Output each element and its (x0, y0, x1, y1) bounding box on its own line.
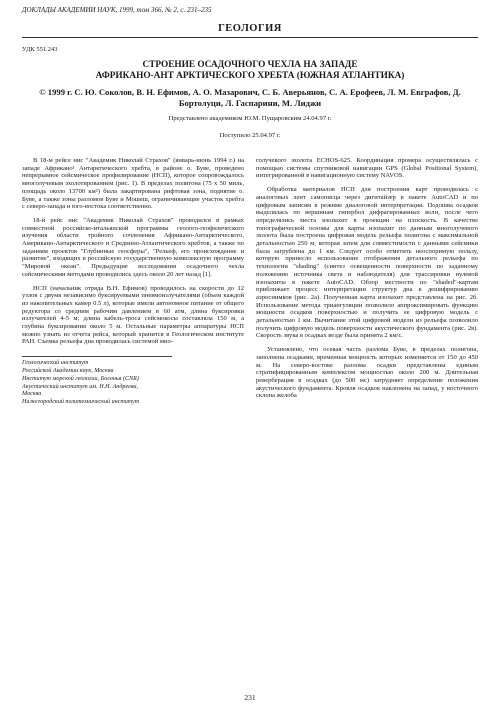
body-columns (22, 157, 478, 407)
section-rule (22, 37, 478, 38)
article-title-line-1: СТРОЕНИЕ ОСАДОЧНОГО ЧЕХЛА НА ЗАПАДЕ (142, 60, 358, 70)
article-title (22, 60, 478, 82)
affiliations (22, 356, 172, 407)
affiliation-line: Нижегородский политехнический институт (22, 399, 140, 406)
section-heading: ГЕОЛОГИЯ (218, 23, 282, 34)
affiliation-line: Институт морской геологии, Болонья (CNR) (22, 375, 139, 382)
paragraph: Обработка материалов НСП для построения карт проводилась с аналоговых лент самописца через дигитайзер в пакете AutoCAD и по цифровым записям в режиме диалоговой интерпретации. Подошва осадков выделялась по вершинам гипербол дифрагированных волн, после чего определялись места изопахит в проекции на плоскость. В качестве топографической основы для карты изопахит по данным многолучевого эхолота была построена цифровая модель рельефа полигона с максимальной детальностью 250 м, которая затем для совместимости с данными сейсмики была загрублена до 1 км. Следует особо отметить неоспоримую пользу, которую принесло использование отображения детального рельефа по технологии "shading" (синтез освещенности поверхности по заданному положению источника света и наблюдателя) для трассировки нулевой изопахиты в пакете AutoCAD. Обзор местности по "shaded"-картам приближает процесс интерпретации структур дна к дешифрированию аэроснимков (рис. 2а). Полученная карта изопахит представлена на рис. 2б. Использование метода триангуляции позволило аппроксимировать функцию мощности осадков поверхностью и получить ее цифровую модель с детальностью 1 км. Вычитание этой цифровой модели из рельефа позволило получить цифровую модель поверхности акустического фундамента (рис. 2в). Скорость звука в осадках везде была принята 2 км/с. (256, 186, 478, 340)
paragraph: НСП (начальник отряда В.Н. Ефимов) проводилось на скорости до 12 узлов с двумя независимо буксируемыми пневмоизлучателями (объем каждой из накопительных камер 0.5 л), которые имели автономное питание от общего редуктора со средним рабочим давлением в 60 атм, длина буксировки излучателей 4-5 м; длина кабель-троса сейсмокосы составляла 150 м, а глубина буксирования около 5 м. Остальные параметры аппаратуры НСП можно узнать из отчета рейса, который хранится в Геологическом институте РАН. Съемка рельефа дна проводилась системой мно- (22, 284, 244, 346)
udc-code: УДК 551.243 (22, 46, 58, 53)
paragraph: голучевого эхолота ECHOS-625. Координация промера осуществлялась с помощью системы спутниковой навигации GPS (Global Positional System), интегрированной в навигационную систему NAVOS. (256, 157, 478, 180)
affiliation-line: Акустический институт им. Н.Н. Андреева, (22, 383, 139, 390)
page-number: 231 (244, 693, 256, 702)
received-date: Поступило 25.04.97 г. (219, 132, 281, 139)
left-column (22, 157, 244, 407)
article-title-line-2: АФРИКАНО-АНТ АРКТИЧЕСКОГО ХРЕБТА (ЮЖНАЯ АТЛАНТИКА) (95, 71, 405, 81)
paragraph: 18-й рейс нис "Академик Николай Страхов" проводился в рамках совместной российско-итальянской программы геолого-геофизического изучения области тройного сочленения Африкано-Антарктического, Американо-Антарктического и Срединно-Атлантического хребтов, а также по заданиям проектов "Глубинные геосферы", "Рельеф, его происхождение и развитие", входящих в российскую государственную комплексную программу "Мировой океан". Предыдущие исследования осадочного чехла сейсмическими методами проводились здесь около 20 лет назад [1]. (22, 216, 244, 278)
presented-by-note: Представлено академиком Ю.М. Пущаровским 24.04.97 г. (168, 115, 332, 122)
right-column (256, 157, 478, 407)
paragraph: Установлено, что осевая часть разлома Буве, в пределах полигона, заполнена осадками, временная мощность которых изменяется от 150 до 450 м. На северо-востоке разлома осадки представлены единым стратифицированным комплексом мощностью около 200 м. Длительная реверберация в осадках (до 500 мс) затрудняет определение положения акустического фундамента. Кровля осадков наклонена на запад, у восточного склона желоба (256, 346, 478, 400)
affiliation-line: Москва (22, 391, 42, 398)
author-list: © 1999 г. С. Ю. Соколов, В. Н. Ефимов, А. О. Мазарович, С. Б. Аверьянов, С. А. Ерофеев, Л. М. Евграфов, Д. Бортолуци, Л. Гаспарини, М. Лиджи (39, 87, 461, 108)
running-head: ДОКЛАДЫ АКАДЕМИИ НАУК, 1999, том 366, № 2, с. 231–235 (22, 6, 212, 14)
affiliation-line: Геологический институт (22, 360, 89, 367)
affiliation-line: Российской Академии наук, Москва (22, 367, 114, 374)
paragraph: В 18-м рейсе нис "Академик Николай Страхов" (январь-июнь 1994 г.) на западе Африкано¹ Антарктического хребта, в районе о. Буве, проведено непрерывное сейсмическое профилирование (НСП), которое сопровождалось многолучевым эхолотированием (рис. 1). В пределах полигона (75 х 50 миль, площадь около 13700 км²) была закартирована рифтовая зона, поднятие о. Буве, а также зоны разломов Буве и Мошеш, ограничивающие участок хребта с северо-запада и юго-востока соответственно. (22, 157, 244, 211)
